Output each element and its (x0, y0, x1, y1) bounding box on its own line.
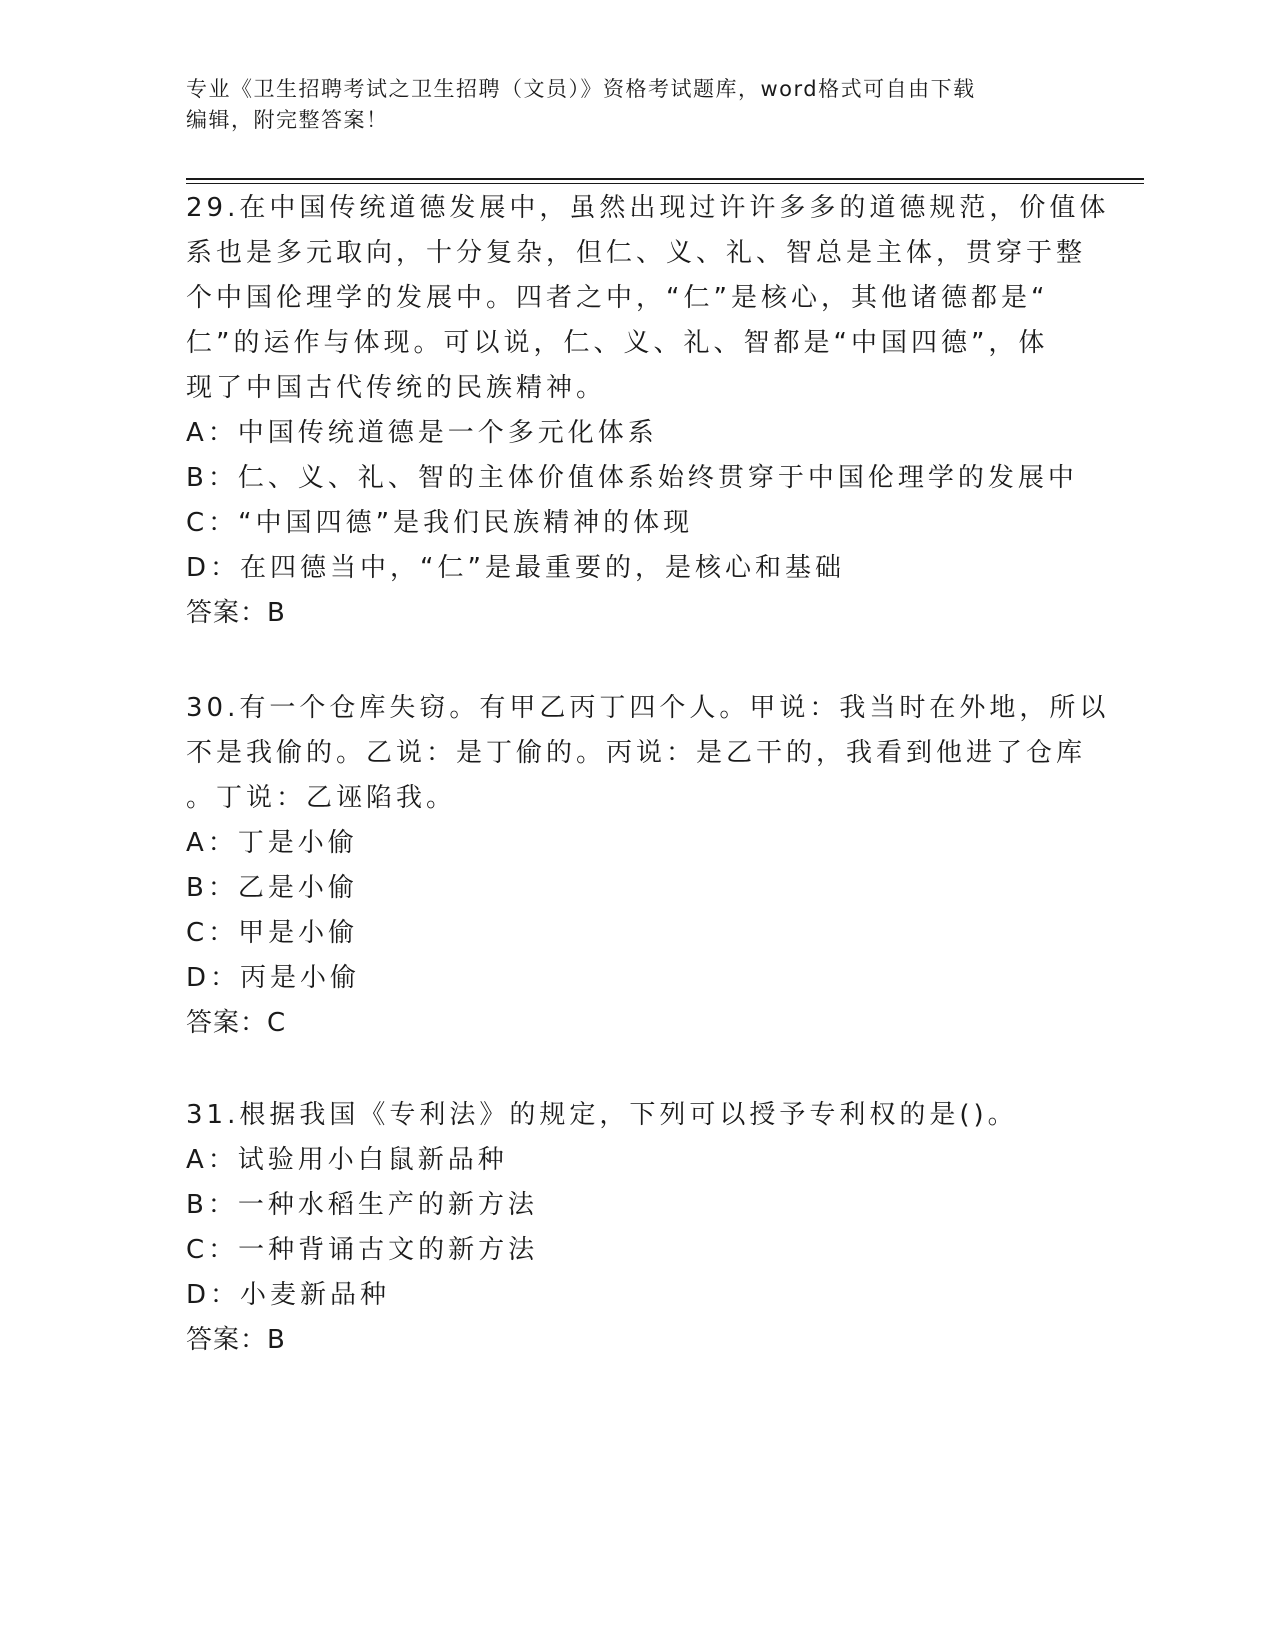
option-b: B：仁、义、礼、智的主体价值体系始终贯穿于中国伦理学的发展中 (186, 463, 1078, 493)
header-line: 专业《卫生招聘考试之卫生招聘（文员）》资格考试题库，word格式可自由下载 (186, 77, 976, 101)
question-text: 现了中国古代传统的民族精神。 (186, 373, 607, 403)
document-header (186, 74, 1086, 136)
question-text: 30.有一个仓库失窃。有甲乙丙丁四个人。甲说：我当时在外地，所以 (186, 693, 1110, 723)
option-a: A：丁是小偷 (186, 828, 358, 858)
option-a: A：试验用小白鼠新品种 (186, 1145, 508, 1175)
question-text: 仁”的运作与体现。可以说，仁、义、礼、智都是“中国四德”，体 (186, 328, 1049, 358)
header-divider (186, 178, 1144, 180)
option-a: A：中国传统道德是一个多元化体系 (186, 418, 658, 448)
question-31 (186, 1093, 1086, 1363)
question-text: 系也是多元取向，十分复杂，但仁、义、礼、智总是主体，贯穿于整 (186, 238, 1087, 268)
option-b: B：乙是小偷 (186, 873, 358, 903)
option-c: C：甲是小偷 (186, 918, 359, 948)
header-line: 编辑，附完整答案！ (186, 108, 389, 132)
option-b: B：一种水稻生产的新方法 (186, 1190, 538, 1220)
question-29 (186, 186, 1110, 636)
question-text: 。丁说：乙诬陷我。 (186, 783, 457, 813)
option-c: C：“中国四德”是我们民族精神的体现 (186, 508, 694, 538)
question-text: 个中国伦理学的发展中。四者之中，“仁”是核心，其他诸德都是“ (186, 283, 1049, 313)
answer-line: 答案：C (186, 1008, 287, 1038)
option-d: D：丙是小偷 (186, 963, 361, 993)
answer-line: 答案：B (186, 598, 286, 628)
question-text: 不是我偷的。乙说：是丁偷的。丙说：是乙干的，我看到他进了仓库 (186, 738, 1087, 768)
option-c: C：一种背诵古文的新方法 (186, 1235, 539, 1265)
answer-line: 答案：B (186, 1325, 286, 1355)
option-d: D：在四德当中，“仁”是最重要的，是核心和基础 (186, 553, 845, 583)
question-text: 29.在中国传统道德发展中，虽然出现过许许多多的道德规范，价值体 (186, 193, 1110, 223)
question-30 (186, 686, 1110, 1046)
header-divider (186, 183, 1144, 184)
question-text: 31.根据我国《专利法》的规定，下列可以授予专利权的是()。 (186, 1100, 1018, 1130)
option-d: D：小麦新品种 (186, 1280, 391, 1310)
